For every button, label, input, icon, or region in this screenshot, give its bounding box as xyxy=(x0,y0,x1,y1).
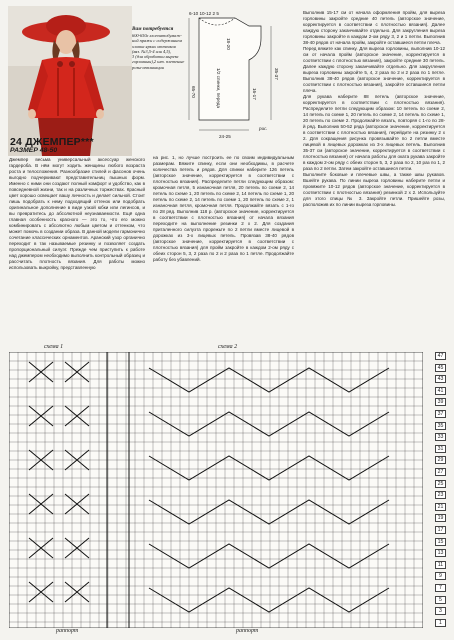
row-number: 21 xyxy=(435,503,446,511)
row-number: 33 xyxy=(435,433,446,441)
row-number: 11 xyxy=(435,561,446,569)
row-number: 39 xyxy=(435,398,446,406)
row-number: 35 xyxy=(435,422,446,430)
pattern-dim-4: 65-70 xyxy=(191,86,196,98)
pattern-dim-6: 24-25 xyxy=(219,134,231,139)
pattern-dim-3: 35-37 xyxy=(274,68,279,80)
project-size: РАЗМЕР 48-50 xyxy=(10,147,58,154)
pattern-dim-1: 18-20 xyxy=(226,38,231,50)
row-number: 7 xyxy=(435,584,446,592)
row-number: 1 xyxy=(435,619,446,627)
knitting-chart xyxy=(9,352,423,628)
row-number: 19 xyxy=(435,514,446,522)
sewing-pattern-diagram xyxy=(187,8,291,144)
row-number: 41 xyxy=(435,387,446,395)
row-number: 37 xyxy=(435,410,446,418)
model-photo xyxy=(8,6,132,156)
pattern-caption: рис. xyxy=(259,127,268,132)
project-title: 24 ДЖЕМПЕР*** xyxy=(10,136,94,148)
pattern-dim-2: 1/2 спинки, переда xyxy=(216,68,221,108)
pattern-dim-5: 16-17 xyxy=(252,88,257,100)
rapport-left-label: раппорт xyxy=(56,628,79,634)
materials-heading-text: Вам потребуется xyxy=(132,26,174,32)
row-number: 47 xyxy=(435,352,446,360)
row-number: 25 xyxy=(435,480,446,488)
scheme2-label: схема 2 xyxy=(218,344,238,350)
row-number: 29 xyxy=(435,456,446,464)
pattern-top-marks: 6-10 10-12 2 5 xyxy=(189,11,219,16)
row-number: 31 xyxy=(435,445,446,453)
row-number: 3 xyxy=(435,607,446,615)
row-number: 9 xyxy=(435,572,446,580)
row-number: 27 xyxy=(435,468,446,476)
materials-heading xyxy=(132,26,188,32)
materials-text: 600-650г хлопчатобумаж- ной пряжи с содержанием хлопка ярких оттенков (вяз. №3,5-4 или 4,5), 3 (для обработки выреза горловины),2 шт. плетеные розы-аппликации xyxy=(132,33,185,70)
text-column-1: Джемпер весьма универсальный аксессуар женского гардероба. В нём могут ходить женщины любого возраста роста и телосложения. Разнообразие стилей и фасонов очень выгодно подчеркивают представительниц пышных форм. Именно с ними они создают полный комфорт и удобство, как в повседневной жизни, так и на различных торжествах. Красный цвет хорошо освещает вашу личность и делает сильной. Стоит лишь подобрать к нему подходящий оттенок или подобрать оригинальное дополнение в виде узкой юбки или легинсов, и вы превратитесь до абсолютной неузнаваемости. Ещё одна главная особенность красного — это то, что его можно комбинировать с абсолютно любым цветом и оттенком, что может помочь в создании образа. В данной модели гармонично сочетание классических орнаментов. Аранский узор органично переходит в так называемые резинку и позволяет создать пропорциональный силуэт. Прежде чем приступить к работе над джемпером необходимо выполнить контрольный образец и рассчитать плотность вязания. Для работы можно использовать выкройку, представленную xyxy=(9,157,145,270)
row-number: 13 xyxy=(435,549,446,557)
row-number: 5 xyxy=(435,596,446,604)
rapport-right-label: раппорт xyxy=(236,628,259,634)
row-number: 23 xyxy=(435,491,446,499)
row-number: 45 xyxy=(435,364,446,372)
row-number: 43 xyxy=(435,375,446,383)
text-column-2: на рис. 1, но лучше построить ее по своим индивидуальным размерам. Вяжите спинку, если они необходимы, в расчете количества петель и рядов. Для спинки наберите 126 петель (авторское значение, корректируется в соответствии с плотностью вязания). Распределите петли следующим образом: кромочная петля, 5 изнаночная петля, 20 петель по схеме 2, 14 петель по схеме 1, 20 петель по схеме 2, 14 петель по схеме 1, 20 петель по схеме 2, 14 петель по схеме 1, 20 петель по схеме 2, 1 изнаночная петля, кромочная петля. Продолжайте вязать с 1-го по 28 ряд. Выполнив 118 р. (авторское значение, корректируется в соответствии с плотностью вязания) от начала вязания переходите на выполнение резинки 2 х 2. Для создания приталенного силуэта прорежьте по 2 петли вместе лицевой в дорожках из 3-х лицевых петель. Провязав 38-40 рядов (авторское значение, корректируется в соответствии с плотностью вязания) для пройм закройте в каждом 2-ом ряду с обеих сторон 5, 3, 2 раза по 2 и 2 раза по 1 петле. Продолжайте работу без убавлений. xyxy=(153,155,294,262)
row-numbers xyxy=(424,352,446,630)
text-column-3: Выполнив 15-17 см от начала оформления пройм, для выреза горловины закройте средние 40 петель (авторское значение, корректируется в соответствии с плотностью вязания). Далее каждую сторону заканчивайте отдельно. Для закругления выреза горловины закройте в каждом 2-ом ряду 3, 2 и 1 петли. Выполнив 38-40 рядов от начала пройм, закройте оставшиеся петли плеча. Перед вяжите как спинку. Для выреза горловины, выполнив 10-12 см от начала пройм (авторское значение, корректируется в соответствии с плотностью вязания), закройте средние 30 петель. Далее каждую сторону заканчивайте отдельно. Для закругления выреза горловины закройте 5, 4, 2 раза по 2 и 2 раза по 1 петле. Выполнив 38-40 рядов (авторское значение, корректируется в соответствии с плотностью вязания), закройте оставшиеся петли плеча. Для рукава наберите 88 петель (авторское значение, корректируется в соответствии с плотностью вязания). Распределите петли следующим образом: 10 петель по схеме 2, 14 петель по схеме 1, 20 петель по схеме 2, 14 петель по схеме 1, 20 петель по схеме 2. Продолжайте вязать, повторяя с 1-го по 28-й ряд. Выполнив 50-52 ряда (авторское значение, корректируется в соответствии с плотностью вязания), перейдите на резинку 2 х 2. Для сокращения рисунка провязывайте по 2 петли вместе лицевой в лицевых дорожках из 3-х лицевых петель. Выполнив 35-37 см (авторское значение, корректируется в соответствии с плотностью вязания) от начала работы для оката рукава закройте в каждом 2-ом ряду с обеих сторон 5, 3, 2 раза по 2, 10 раз по 1, 2 раза по 2 петли. Затем закройте оставшиеся петли. Выполните боковые и плечевые швы, а также швы рукавов. Вшейте рукава. По линии выреза горловины наберите петли и провяжите 10-12 рядов (авторское значение, корректируется в соответствии с плотностью вязания) резинкой 2 х 2. Используйте для этого спицы № 3. Закройте петли. Пришейте розы, расположив их по линии выреза горловины. xyxy=(303,10,445,207)
row-number: 17 xyxy=(435,526,446,534)
row-number: 15 xyxy=(435,538,446,546)
scheme1-label: схема 1 xyxy=(44,344,64,350)
